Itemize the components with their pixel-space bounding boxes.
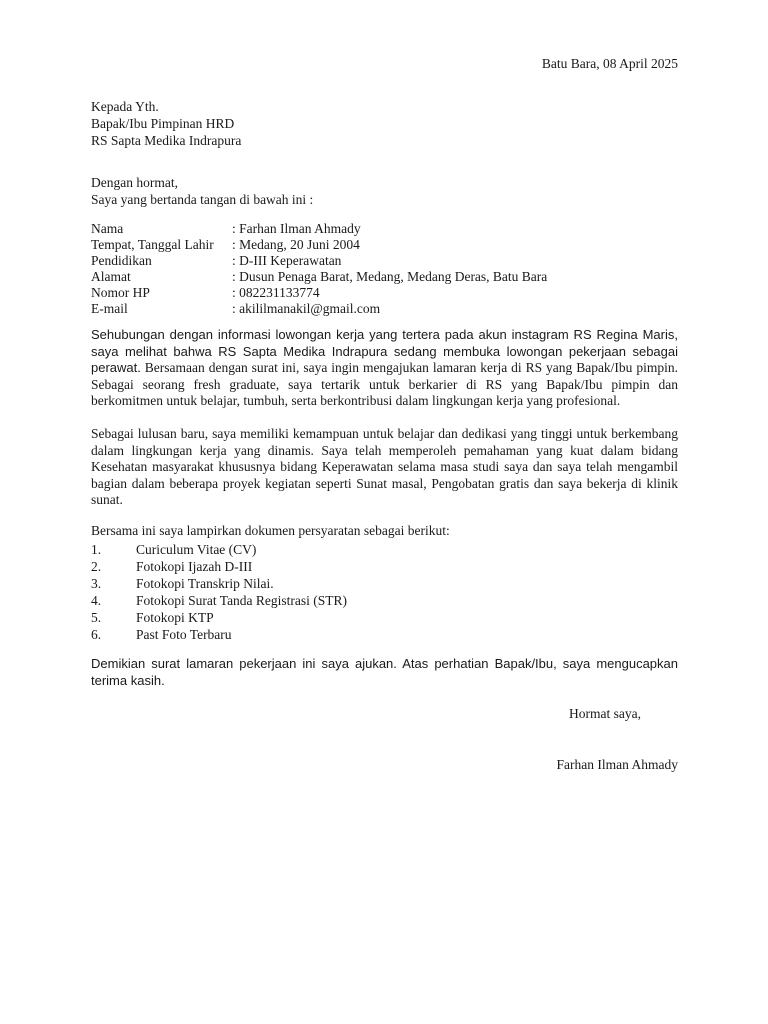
field-label-email: E-mail [91, 301, 128, 316]
field-value-birth: : Medang, 20 Juni 2004 [232, 237, 360, 252]
recipient-line-1: Kepada Yth. [91, 99, 159, 114]
list-item-number: 2. [91, 559, 102, 574]
recipient-line-2: Bapak/Ibu Pimpinan HRD [91, 116, 235, 131]
list-item-number: 3. [91, 576, 102, 591]
list-item-number: 5. [91, 610, 102, 625]
field-value-education: : D-III Keperawatan [232, 253, 342, 268]
field-label-name: Nama [91, 221, 124, 236]
field-label-address: Alamat [91, 269, 131, 284]
signature-name: Farhan Ilman Ahmady [556, 757, 678, 772]
list-item: Fotokopi Surat Tanda Registrasi (STR) [136, 593, 348, 608]
regards: Hormat saya, [569, 706, 641, 721]
paragraph-application-part2: Bersamaan dengan surat ini, saya ingin mengajukan lamaran kerja di RS yang Bapak/Ibu pimpin. Sebagai seorang fresh graduate, saya tertarik untuk berkarier di RS yang Bapak/Ibu pimpin dan berkomitmen untuk belajar, tumbuh, serta berkontribusi dalam lingkungan kerja yang profesional. [91, 360, 678, 409]
list-item: Fotokopi Ijazah D-III [136, 559, 253, 574]
list-item: Fotokopi KTP [136, 610, 214, 625]
greeting: Dengan hormat, [91, 175, 178, 190]
field-label-birth: Tempat, Tanggal Lahir [91, 237, 214, 252]
field-value-name: : Farhan Ilman Ahmady [232, 221, 361, 236]
field-value-phone: : 082231133774 [232, 285, 320, 300]
field-value-email: : akililmanakil@gmail.com [232, 301, 381, 316]
attachments-intro: Bersama ini saya lampirkan dokumen persyaratan sebagai berikut: [91, 523, 450, 538]
paragraph-application-part1: Sehubungan dengan informasi lowongan kerja yang tertera pada akun instagram RS Regina Maris, saya melihat bahwa RS Sapta Medika Indrapura sedang membuka lowongan pekerjaan sebagai perawat. [91, 327, 678, 376]
field-value-address: : Dusun Penaga Barat, Medang, Medang Deras, Batu Bara [232, 269, 548, 284]
field-label-phone: Nomor HP [91, 285, 150, 300]
list-item: Fotokopi Transkrip Nilai. [136, 576, 274, 591]
letter-page [91, 0, 678, 1024]
list-item-number: 6. [91, 627, 102, 642]
paragraph-qualification: Sebagai lulusan baru, saya memiliki kemampuan untuk belajar dan dedikasi yang tinggi untuk berkembang dalam lingkungan kerja yang dinamis. Saya telah memperoleh pemahaman yang kuat dalam bidang Kesehatan masyarakat khususnya bidang Keperawatan selama masa studi saya dan saya telah mengambil bagian dalam beberapa proyek kegiatan seperti Sunat masal, Pengobatan gratis dan saya bekerja di klinik sunat. [91, 426, 678, 508]
closing-paragraph: Demikian surat lamaran pekerjaan ini saya ajukan. Atas perhatian Bapak/Ibu, saya mengucapkan terima kasih. [91, 656, 678, 688]
intro-text: Saya yang bertanda tangan di bawah ini : [91, 192, 314, 207]
list-item-number: 1. [91, 542, 102, 557]
field-label-education: Pendidikan [91, 253, 152, 268]
list-item: Past Foto Terbaru [136, 627, 232, 642]
date-line: Batu Bara, 08 April 2025 [541, 56, 678, 71]
list-item: Curiculum Vitae (CV) [136, 542, 257, 557]
list-item-number: 4. [91, 593, 102, 608]
paragraph-application [91, 327, 678, 410]
recipient-line-3: RS Sapta Medika Indrapura [91, 133, 242, 148]
